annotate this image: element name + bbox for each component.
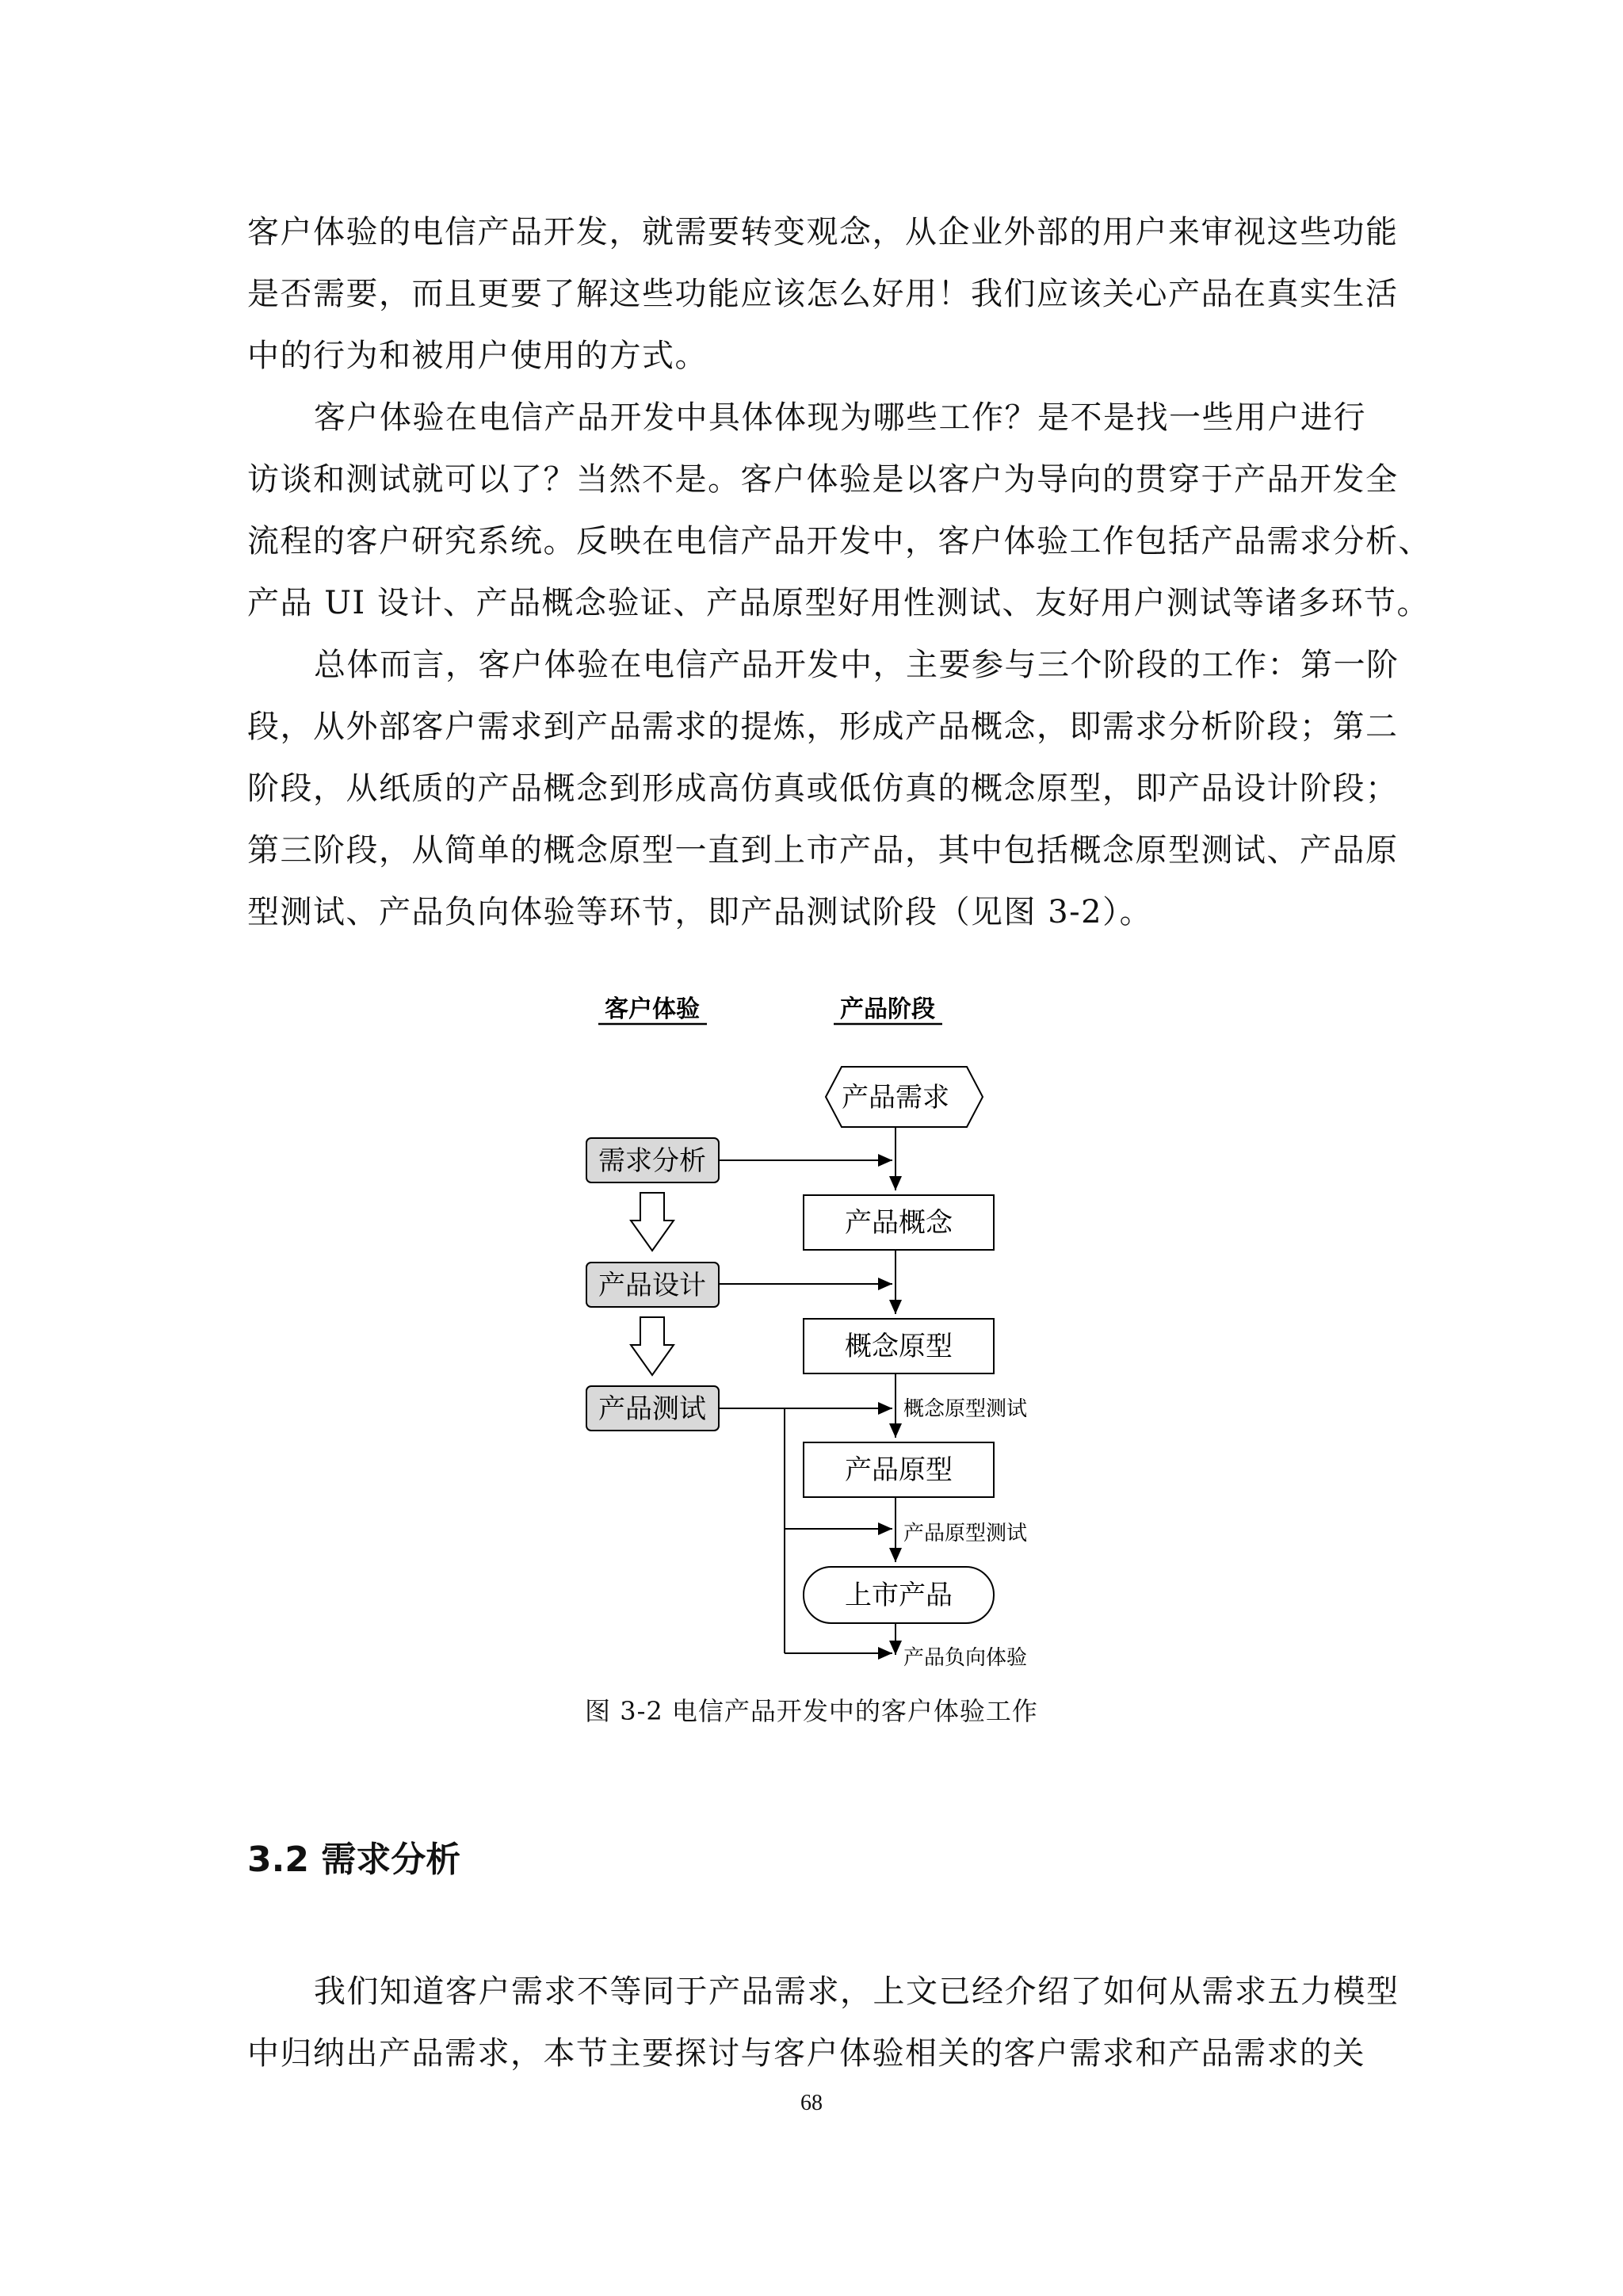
text-line: 中的行为和被用户使用的方式。 [247, 338, 708, 374]
figure-caption: 图 3-2 电信产品开发中的客户体验工作 [585, 1696, 1038, 1726]
text-line: 客户体验的电信产品开发，就需要转变观念，从企业外部的用户来审视这些功能 [247, 214, 1399, 250]
text-line: 第三阶段，从简单的概念原型一直到上市产品，其中包括概念原型测试、产品原 [247, 832, 1399, 869]
text-line: 我们知道客户需求不等同于产品需求，上文已经介绍了如何从需求五力模型 [314, 1973, 1400, 2010]
node-label: 产品概念 [845, 1207, 953, 1239]
test-label: 产品原型测试 [903, 1522, 1028, 1545]
flowchart-figure [507, 975, 1078, 1688]
page-number: 68 [800, 2091, 823, 2115]
node-label: 概念原型 [845, 1331, 953, 1362]
box-label: 需求分析 [598, 1145, 706, 1177]
paragraph-3 [247, 634, 1400, 943]
down-arrow-icon [631, 1317, 674, 1375]
text-line: 产品 UI 设计、产品概念验证、产品原型好用性测试、友好用户测试等诸多环节。 [247, 585, 1430, 621]
text-line: 客户体验在电信产品开发中具体体现为哪些工作？是不是找一些用户进行 [314, 399, 1366, 436]
node-label: 上市产品 [845, 1580, 953, 1611]
paragraph-2 [247, 387, 1431, 634]
box-label: 产品设计 [598, 1270, 706, 1301]
test-label: 产品负向体验 [903, 1646, 1028, 1670]
column-title-product-stage: 产品阶段 [840, 995, 935, 1023]
text-line: 访谈和测试就可以了？当然不是。客户体验是以客户为导向的贯穿于产品开发全 [247, 461, 1399, 498]
box-label: 产品测试 [598, 1393, 706, 1425]
text-line: 中归纳出产品需求，本节主要探讨与客户体验相关的客户需求和产品需求的关 [247, 2035, 1365, 2072]
text-line: 型测试、产品负向体验等环节，即产品测试阶段（见图 3-2）。 [247, 894, 1153, 930]
paragraph-1 [247, 201, 1399, 387]
paragraph-4 [247, 1961, 1400, 2084]
text-line: 总体而言，客户体验在电信产品开发中，主要参与三个阶段的工作：第一阶 [314, 647, 1400, 683]
down-arrow-icon [631, 1193, 674, 1251]
text-line: 是否需要，而且更要了解这些功能应该怎么好用！我们应该关心产品在真实生活 [247, 276, 1399, 312]
text-line: 流程的客户研究系统。反映在电信产品开发中，客户体验工作包括产品需求分析、 [247, 523, 1431, 560]
test-label: 概念原型测试 [903, 1397, 1028, 1421]
section-heading: 3.2 需求分析 [247, 1839, 461, 1880]
node-label: 产品需求 [842, 1082, 949, 1114]
text-line: 阶段，从纸质的产品概念到形成高仿真或低仿真的概念原型，即产品设计阶段； [247, 770, 1399, 807]
node-label: 产品原型 [845, 1454, 953, 1486]
column-title-customer-experience: 客户体验 [605, 995, 700, 1023]
text-line: 段，从外部客户需求到产品需求的提炼，形成产品概念，即需求分析阶段；第二 [247, 709, 1399, 745]
